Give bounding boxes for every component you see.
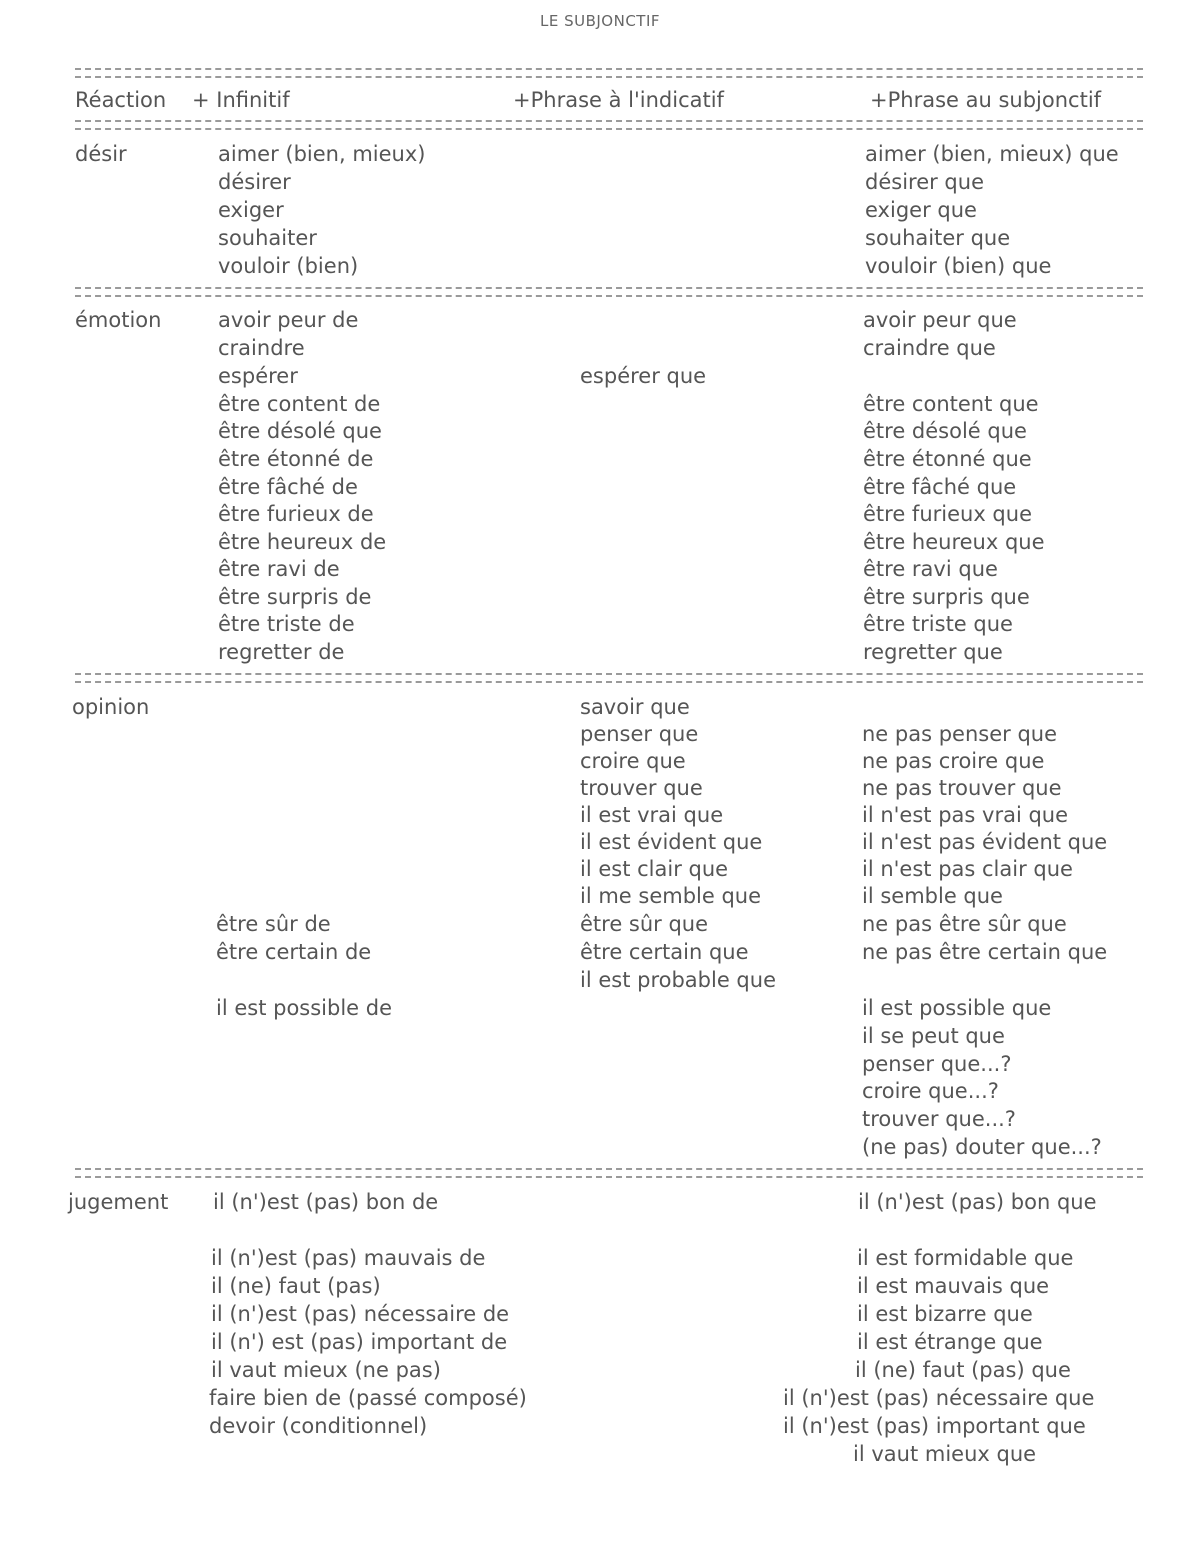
- opinion-indicatif-item: il est clair que: [580, 857, 729, 881]
- header-indicatif: +Phrase à l'indicatif: [513, 88, 724, 112]
- emotion-infinitif-item: être furieux de: [218, 502, 374, 526]
- opinion-indicatif-item: savoir que: [580, 695, 690, 719]
- header-subjonctif: +Phrase au subjonctif: [870, 88, 1102, 112]
- opinion-subjonctif-item: ne pas trouver que: [862, 776, 1062, 800]
- jugement-subjonctif-item: il est bizarre que: [857, 1302, 1033, 1326]
- page-title: LE SUBJONCTIF: [539, 12, 661, 30]
- desir-infinitif-item: aimer (bien, mieux): [218, 142, 426, 166]
- emotion-infinitif-item: être désolé que: [218, 419, 382, 443]
- opinion-subjonctif-item: il n'est pas évident que: [862, 830, 1108, 854]
- jugement-subjonctif-item: il est mauvais que: [857, 1274, 1050, 1298]
- opinion-indicatif-item: penser que: [580, 722, 699, 746]
- jugement-subjonctif-item: il est formidable que: [857, 1246, 1074, 1270]
- header-infinitif: + Infinitif: [192, 88, 290, 112]
- emotion-subjonctif-item: être furieux que: [863, 502, 1032, 526]
- emotion-subjonctif-item: être étonné que: [863, 447, 1032, 471]
- emotion-subjonctif-item: être surpris que: [863, 585, 1030, 609]
- header-reaction: Réaction: [75, 88, 167, 112]
- opinion-subjonctif-item: il se peut que: [862, 1024, 1005, 1048]
- desir-subjonctif-item: exiger que: [865, 198, 977, 222]
- section-divider: [75, 1168, 1143, 1178]
- emotion-subjonctif-item: regretter que: [863, 640, 1003, 664]
- emotion-infinitif-item: être ravi de: [218, 557, 340, 581]
- emotion-infinitif-item: être triste de: [218, 612, 355, 636]
- emotion-infinitif-item: être heureux de: [218, 530, 387, 554]
- emotion-subjonctif-item: être heureux que: [863, 530, 1045, 554]
- opinion-infinitif-item: être sûr de: [216, 912, 331, 936]
- emotion-subjonctif-item: avoir peur que: [863, 308, 1017, 332]
- desir-subjonctif-item: vouloir (bien) que: [865, 254, 1052, 278]
- opinion-indicatif-item: il est évident que: [580, 830, 763, 854]
- header-bottom-divider: [75, 120, 1143, 130]
- opinion-subjonctif-item: il semble que: [862, 884, 1003, 908]
- jugement-infinitif-item: il (ne) faut (pas): [211, 1274, 381, 1298]
- opinion-subjonctif-item: croire que...?: [862, 1079, 999, 1103]
- jugement-subjonctif-item: il (ne) faut (pas) que: [855, 1358, 1071, 1382]
- emotion-infinitif-item: être fâché de: [218, 475, 358, 499]
- desir-infinitif-item: souhaiter: [218, 226, 317, 250]
- emotion-infinitif-item: avoir peur de: [218, 308, 359, 332]
- header-top-divider: [75, 68, 1143, 78]
- section-label-jugement: jugement: [68, 1190, 169, 1214]
- opinion-infinitif-item: être certain de: [216, 940, 372, 964]
- section-label-opinion: opinion: [72, 695, 150, 719]
- jugement-subjonctif-item: il vaut mieux que: [853, 1442, 1037, 1466]
- section-label-desir: désir: [75, 142, 127, 166]
- emotion-infinitif-item: être surpris de: [218, 585, 372, 609]
- opinion-indicatif-item: être sûr que: [580, 912, 709, 936]
- desir-subjonctif-item: aimer (bien, mieux) que: [865, 142, 1119, 166]
- jugement-infinitif-item: il (n')est (pas) mauvais de: [211, 1246, 486, 1270]
- opinion-subjonctif-item: ne pas croire que: [862, 749, 1045, 773]
- emotion-subjonctif-item: être fâché que: [863, 475, 1017, 499]
- opinion-subjonctif-item: ne pas être certain que: [862, 940, 1108, 964]
- jugement-infinitif-item: il (n')est (pas) bon de: [213, 1190, 439, 1214]
- emotion-infinitif-item: être content de: [218, 392, 381, 416]
- opinion-subjonctif-item: (ne pas) douter que...?: [862, 1135, 1102, 1159]
- opinion-indicatif-item: il est probable que: [580, 968, 776, 992]
- desir-subjonctif-item: souhaiter que: [865, 226, 1011, 250]
- opinion-infinitif-item: il est possible de: [216, 996, 393, 1020]
- emotion-subjonctif-item: être ravi que: [863, 557, 998, 581]
- desir-subjonctif-item: désirer que: [865, 170, 984, 194]
- jugement-infinitif-item: il vaut mieux (ne pas): [211, 1358, 441, 1382]
- opinion-subjonctif-item: il est possible que: [862, 996, 1052, 1020]
- jugement-infinitif-item: il (n') est (pas) important de: [211, 1330, 508, 1354]
- jugement-infinitif-item: devoir (conditionnel): [209, 1414, 428, 1438]
- section-divider: [75, 673, 1143, 683]
- section-label-emotion: émotion: [75, 308, 162, 332]
- opinion-subjonctif-item: penser que...?: [862, 1052, 1012, 1076]
- opinion-subjonctif-item: trouver que...?: [862, 1107, 1016, 1131]
- jugement-subjonctif-item: il (n')est (pas) important que: [783, 1414, 1086, 1438]
- opinion-indicatif-item: il me semble que: [580, 884, 762, 908]
- opinion-subjonctif-item: ne pas être sûr que: [862, 912, 1067, 936]
- opinion-indicatif-item: trouver que: [580, 776, 703, 800]
- opinion-subjonctif-item: il n'est pas vrai que: [862, 803, 1069, 827]
- jugement-infinitif-item: il (n')est (pas) nécessaire de: [211, 1302, 510, 1326]
- jugement-subjonctif-item: il est étrange que: [857, 1330, 1043, 1354]
- jugement-subjonctif-item: il (n')est (pas) bon que: [858, 1190, 1097, 1214]
- emotion-infinitif-item: craindre: [218, 336, 305, 360]
- emotion-indicatif-item: espérer que: [580, 364, 707, 388]
- emotion-infinitif-item: être étonné de: [218, 447, 374, 471]
- jugement-infinitif-item: faire bien de (passé composé): [209, 1386, 527, 1410]
- desir-infinitif-item: exiger: [218, 198, 284, 222]
- desir-infinitif-item: vouloir (bien): [218, 254, 359, 278]
- emotion-subjonctif-item: être content que: [863, 392, 1039, 416]
- emotion-infinitif-item: espérer: [218, 364, 298, 388]
- jugement-subjonctif-item: il (n')est (pas) nécessaire que: [783, 1386, 1095, 1410]
- section-divider: [75, 287, 1143, 297]
- emotion-subjonctif-item: craindre que: [863, 336, 996, 360]
- opinion-subjonctif-item: ne pas penser que: [862, 722, 1058, 746]
- opinion-subjonctif-item: il n'est pas clair que: [862, 857, 1073, 881]
- opinion-indicatif-item: il est vrai que: [580, 803, 724, 827]
- opinion-indicatif-item: être certain que: [580, 940, 749, 964]
- opinion-indicatif-item: croire que: [580, 749, 686, 773]
- emotion-subjonctif-item: être triste que: [863, 612, 1013, 636]
- emotion-subjonctif-item: être désolé que: [863, 419, 1027, 443]
- desir-infinitif-item: désirer: [218, 170, 291, 194]
- emotion-infinitif-item: regretter de: [218, 640, 345, 664]
